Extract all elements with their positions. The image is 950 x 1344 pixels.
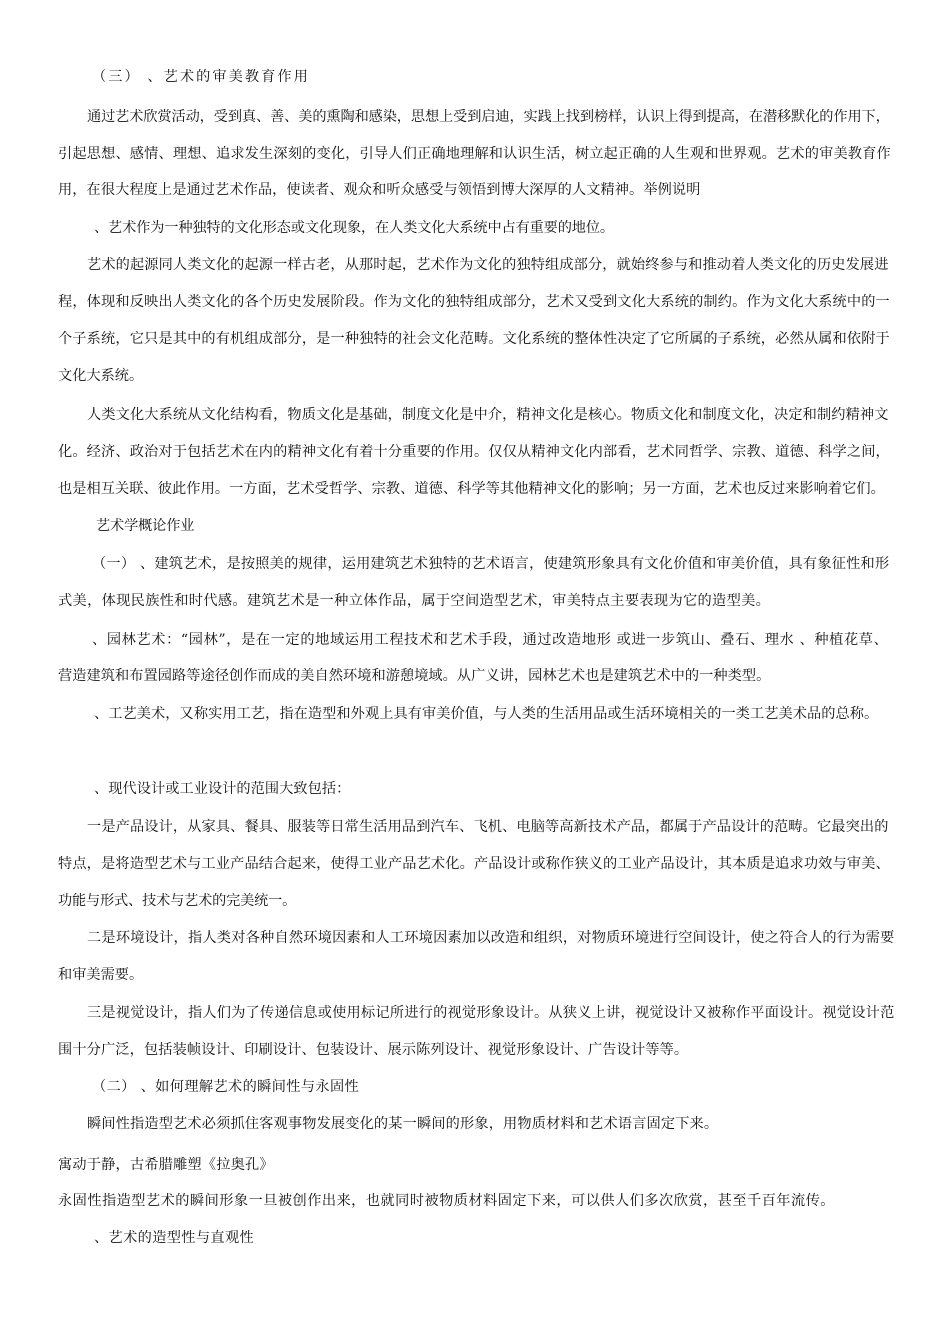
paragraph-line: 通过艺术欣赏活动，受到真、善、美的熏陶和感染，思想上受到启迪，实践上找到榜样，认识上得到提高，在潜移默化的作用下， bbox=[87, 109, 890, 125]
paragraph-line: 和审美需要。 bbox=[58, 967, 144, 983]
paragraph-line: 用，在很大程度上是通过艺术作品，使读者、观众和听众感受与领悟到博大深厚的人文精神。举例说明 bbox=[58, 182, 701, 198]
paragraph-line: 三是视觉设计，指人们为了传递信息或使用标记所进行的视觉形象设计。从狭义上讲，视觉设计又被称作平面设计。视觉设计范 bbox=[87, 1005, 895, 1021]
paragraph-line: 个子系统，它只是其中的有机组成部分，是一种独特的社会文化范畴。文化系统的整体性决定了它所属的子系统，必然从属和依附于 bbox=[58, 331, 890, 347]
section-heading: （三） 、艺术的审美教育作用 bbox=[92, 69, 310, 85]
paragraph-line: 功能与形式、技术与艺术的完美统一。 bbox=[58, 893, 297, 909]
paragraph-line: 人类文化大系统从文化结构看，物质文化是基础，制度文化是中介，精神文化是核心。物质文化和制度文化，决定和制约精神文 bbox=[87, 407, 889, 423]
paragraph-line: 也是相互关联、彼此作用。一方面，艺术受哲学、宗教、道德、科学等其他精神文化的影响；另一方面，艺术也反过来影响着它们。 bbox=[58, 481, 885, 497]
item-heading: 、艺术的造型性与直观性 bbox=[94, 1230, 255, 1246]
paragraph-line: 艺术的起源同人类文化的起源一样古老，从那时起，艺术作为文化的独特组成部分，就始终参与和推动着人类文化的历史发展进 bbox=[87, 257, 889, 273]
section-heading: （二） 、如何理解艺术的瞬间性与永固性 bbox=[92, 1079, 360, 1095]
paragraph-line: 永固性指造型艺术的瞬间形象一旦被创作出来，也就同时被物质材料固定下来，可以供人们多次欣赏，甚至千百年流传。 bbox=[58, 1193, 835, 1209]
paragraph-line: 化。经济、政治对于包括艺术在内的精神文化有着十分重要的作用。仅仅从精神文化内部看，艺术同哲学、宗教、道德、科学之间， bbox=[58, 444, 890, 460]
paragraph-line: 式美，体现民族性和时代感。建筑艺术是一种立体作品，属于空间造型艺术，审美特点主要表现为它的造型美。 bbox=[58, 593, 771, 609]
paragraph-line: 营造建筑和布置园路等途径创作而成的美自然环境和游憩境域。从广义讲，园林艺术也是建筑艺术中的一种类型。 bbox=[58, 668, 771, 684]
paragraph-line: 程，体现和反映出人类文化的各个历史发展阶段。作为文化的独特组成部分，艺术又受到文化大系统的制约。作为文化大系统中的一 bbox=[58, 294, 890, 310]
item-heading: 、现代设计或工业设计的范围大致包括： bbox=[94, 781, 351, 797]
document-title: 艺术学概论作业 bbox=[96, 518, 195, 534]
paragraph-line: 寓动于静，古希腊雕塑《拉奥孔》 bbox=[58, 1157, 274, 1173]
paragraph-line: 围十分广泛，包括装帧设计、印刷设计、包装设计、展示陈列设计、视觉形象设计、广告设计等等。 bbox=[58, 1042, 689, 1058]
paragraph-line: （一） 、建筑艺术，是按照美的规律，运用建筑艺术独特的艺术语言，使建筑形象具有文化价值和审美价值，具有象征性和形 bbox=[92, 556, 890, 572]
paragraph-line: 、工艺美术，又称实用工艺，指在造型和外观上具有审美价值，与人类的生活用品或生活环境相关的一类工艺美术品的总称。 bbox=[94, 706, 879, 722]
paragraph-line: 、园林艺术：“园林”，是在一定的地域运用工程技术和艺术手段，通过改造地形 或进一步筑山、叠石、理水 、种植花草、 bbox=[92, 632, 889, 648]
paragraph-line: 一是产品设计，从家具、餐具、服装等日常生活用品到汽车、飞机、电脑等高新技术产品，都属于产品设计的范畴。它最突出的 bbox=[87, 819, 889, 835]
item-heading: 、艺术作为一种独特的文化形态或文化现象，在人类文化大系统中占有重要的地位。 bbox=[94, 220, 614, 236]
paragraph-line: 二是环境设计，指人类对各种自然环境因素和人工环境因素加以改造和组织，对物质环境进行空间设计，使之符合人的行为需要 bbox=[87, 930, 895, 946]
paragraph-line: 引起思想、感情、理想、追求发生深刻的变化，引导人们正确地理解和认识生活，树立起正确的人生观和世界观。艺术的审美教育作 bbox=[58, 146, 891, 162]
paragraph-line: 瞬间性指造型艺术必须抓住客观事物发展变化的某一瞬间的形象，用物质材料和艺术语言固定下来。 bbox=[87, 1116, 719, 1132]
paragraph-line: 特点，是将造型艺术与工业产品结合起来，使得工业产品艺术化。产品设计或称作狭义的工业产品设计，其本质是追求功效与审美、 bbox=[58, 856, 890, 872]
paragraph-line: 文化大系统。 bbox=[58, 368, 144, 384]
